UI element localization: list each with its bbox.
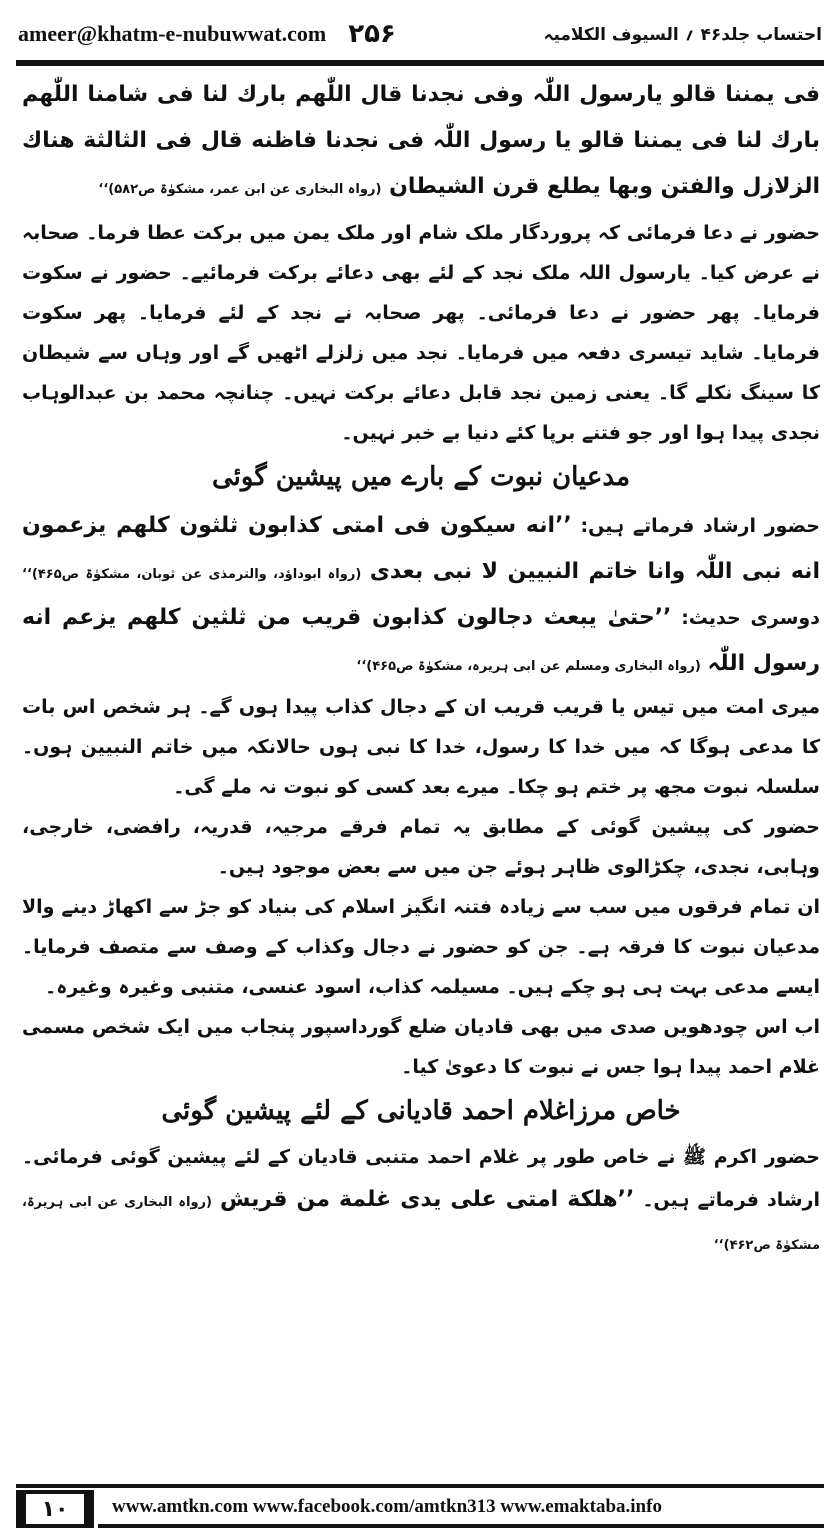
urdu-paragraph: اب اس چودھویں صدی میں بھی قادیان ضلع گورداسپور پنجاب میں ایک شخص مسمی غلام احمد پیدا ہوا جس نے نبوت کا دعویٰ کیا۔ bbox=[22, 1016, 820, 1078]
section-heading: مدعیان نبوت کے بارے میں پیشین گوئی bbox=[211, 462, 630, 492]
page-footer bbox=[16, 1484, 824, 1528]
mixed-paragraph bbox=[22, 503, 820, 687]
footer-page-number: ۱۰ bbox=[26, 1494, 84, 1524]
hadith-arabic-text-2: ’’حتیٰ یبعث دجالون کذابون قریب من ثلثین کلھم یزعم انه رسول اللّٰہ bbox=[22, 605, 820, 676]
footer-rule bbox=[16, 1484, 824, 1488]
header-page-number: ۲۵۶ bbox=[348, 19, 396, 49]
urdu-paragraph: میری امت میں تیس یا قریب قریب ان کے دجال کذاب پیدا ہوں گے۔ ہر شخص اس بات کا مدعی ہوگا کہ میں خدا کا رسول، خدا کا نبی ہوں حالانکہ میں خاتم النبیین ہوں۔ سلسلہ نبوت مجھ پر ختم ہو چکا۔ میرے بعد کسی کو نبوت نہ ملے گی۔ bbox=[22, 696, 820, 798]
hadith-reference: (رواہ ابوداؤد، والترمذی عن ثوبان، مشکوٰۃ ص۴۶۵)‘‘ bbox=[22, 567, 362, 582]
hadith-reference-2: (رواہ البخاری ومسلم عن ابی ہریرہ، مشکوٰۃ ص۴۶۵)‘‘ bbox=[356, 659, 701, 674]
hadith-arabic-text: ’’ھلکة امتی علی یدی غلمة من قریش bbox=[220, 1187, 635, 1212]
paragraph-lead: حضور اکرم ﷺ نے خاص طور پر غلام احمد متنبی قادیان کے لئے پیشین گوئی فرمائی۔ ارشاد فرماتے ہیں۔ bbox=[22, 1146, 821, 1211]
header-email: ameer@khatm-e-nubuwwat.com bbox=[18, 21, 327, 46]
header-left bbox=[18, 19, 396, 49]
section-heading: خاص مرزاغلام احمد قادیانی کے لئے پیشین گوئی bbox=[161, 1096, 681, 1126]
paragraph-lead: حضور ارشاد فرماتے ہیں: bbox=[580, 515, 820, 537]
hadith-reference: (رواہ البخاری عن ابن عمر، مشکوٰۃ ص۵۸۲)‘‘ bbox=[98, 182, 382, 197]
header-rule bbox=[16, 60, 824, 66]
hadith-paragraph bbox=[22, 72, 820, 213]
footer-website-links: www.amtkn.com www.facebook.com/amtkn313 www.emaktaba.info bbox=[112, 1496, 662, 1517]
urdu-paragraph: حضور کی پیشین گوئی کے مطابق یہ تمام فرقے مرجیہ، قدریہ، رافضی، خارجی، وہابی، نجدی، چکڑالوی ظاہر ہوئے جن میں سے بعض موجود ہیں۔ bbox=[22, 816, 820, 878]
paragraph-lead-2: دوسری حدیث: bbox=[681, 607, 820, 629]
mixed-paragraph bbox=[22, 1137, 820, 1266]
hadith-arabic-text: ’’انه سیکون فی امتی کذابون ثلثون کلھم یزعمون انه نبی اللّٰہ وانا خاتم النبیین لا نبی بعدی bbox=[22, 513, 820, 584]
footer-bottom-rule bbox=[98, 1524, 824, 1528]
page-content bbox=[22, 72, 820, 1266]
header-book-title: احتساب جلد۴۶ ؍ السیوف الکلامیہ bbox=[543, 24, 822, 45]
footer-page-box bbox=[16, 1490, 94, 1528]
urdu-paragraph: ان تمام فرقوں میں سب سے زیادہ فتنہ انگیز اسلام کی بنیاد کو جڑ سے اکھاڑ دینے والا مدعیان نبوت کا فرقہ ہے۔ جن کو حضور نے دجال وکذاب کے وصف سے متصف فرمایا۔ ایسے مدعی بہت ہی ہو چکے ہیں۔ مسیلمہ کذاب، اسود عنسی، متنبی وغیرہ وغیرہ۔ bbox=[22, 896, 820, 998]
hadith-arabic-text: فی یمننا قالو یارسول اللّٰہ وفی نجدنا قال اللّٰھم بارك لنا فی شامنا اللّٰھم بارك لنا فی یمننا قالو یا رسول اللّٰہ فی نجدنا فاظنه قال فی الثالثة هناك الزلازل والفتن وبھا یطلع قرن الشیطان bbox=[22, 82, 820, 199]
urdu-paragraph: حضور نے دعا فرمائی کہ پروردگار ملک شام اور ملک یمن میں برکت عطا فرما۔ صحابہ نے عرض کیا۔ یارسول اللہ ملک نجد کے لئے بھی دعائے برکت فرمائیے۔ حضور نے سکوت فرمایا۔ پھر حضور نے دعا فرمائی۔ پھر صحابہ نے نجد کے لئے فرمایا۔ پھر سکوت فرمایا۔ شاید تیسری دفعہ میں فرمایا۔ نجد میں زلزلے اٹھیں گے اور وہاں سے شیطان کا سینگ نکلے گا۔ یعنی زمین نجد قابل دعائے برکت نہیں۔ چنانچہ محمد بن عبدالوہاب نجدی پیدا ہوا اور جو فتنے برپا کئے دنیا بے خبر نہیں۔ bbox=[22, 222, 820, 444]
page-header bbox=[18, 14, 822, 54]
hadith-reference: (رواہ البخاری عن ابی ہریرۃ، مشکوٰۃ ص۴۶۲)‘‘ bbox=[22, 1195, 820, 1253]
